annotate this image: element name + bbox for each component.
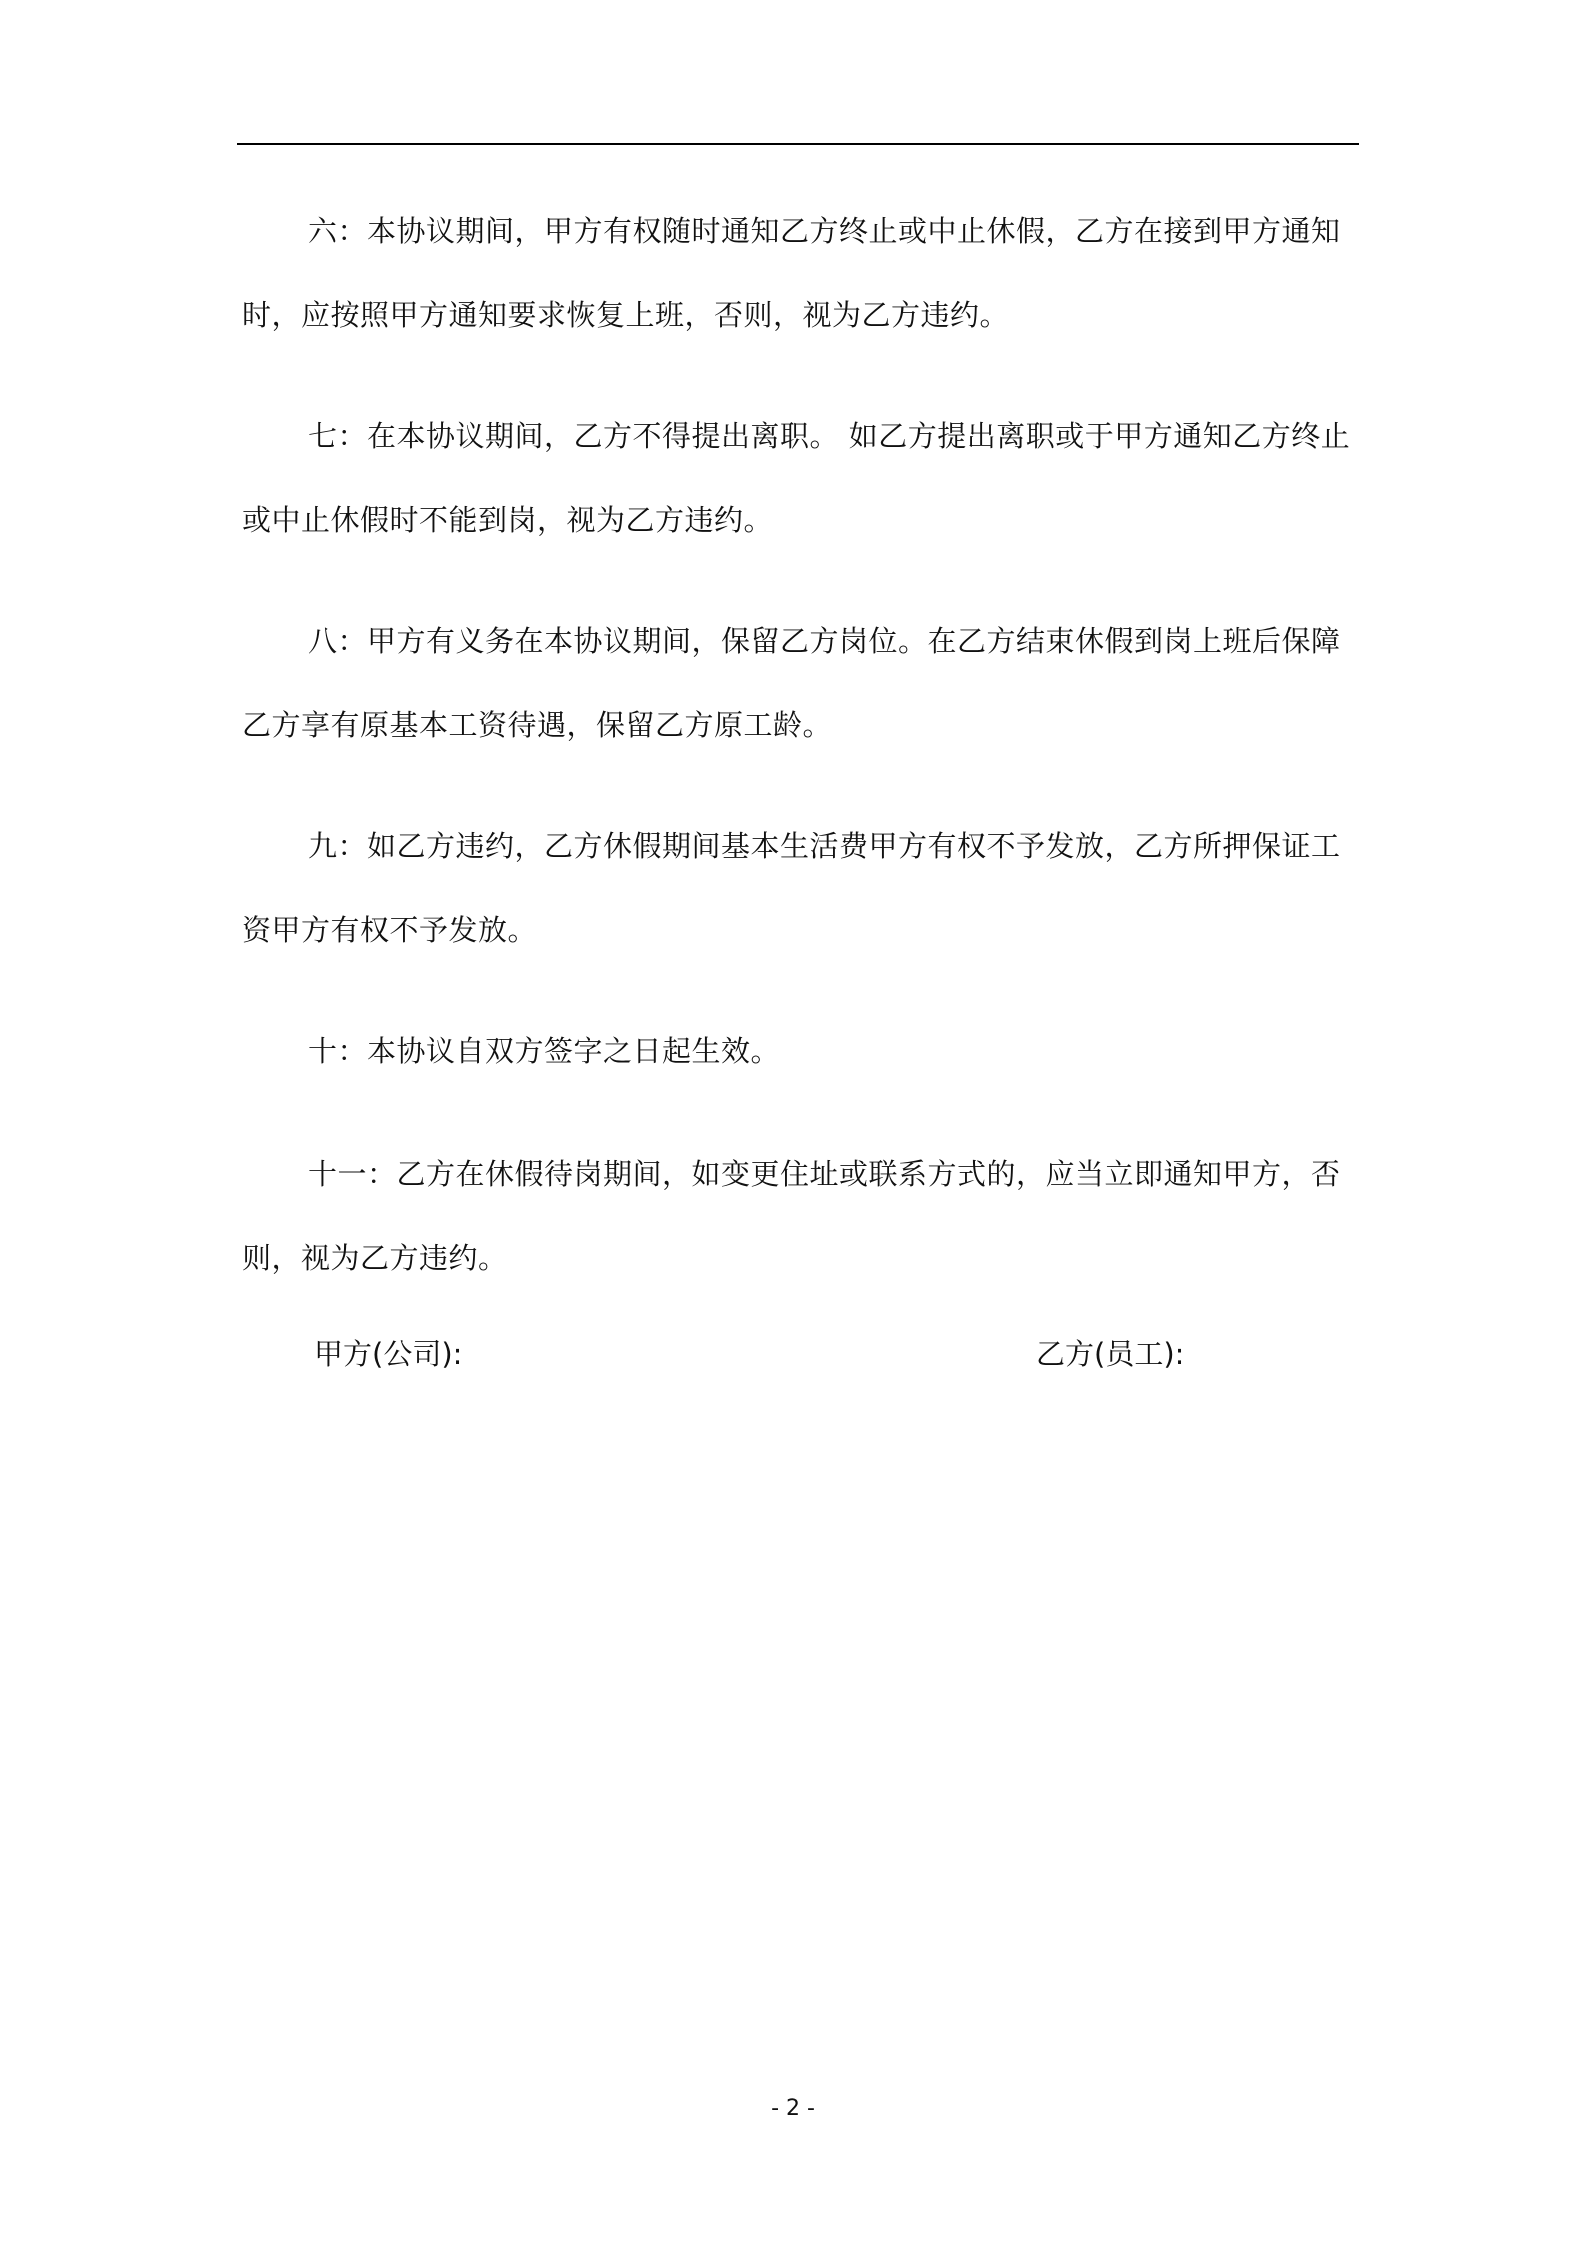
party-b-signature-label: 乙方(员工): — [1036, 1337, 1185, 1371]
clause-7: 七：在本协议期间，乙方不得提出离职。 如乙方提出离职或于甲方通知乙方终止或中止休假时不能到岗，视为乙方违约。 — [242, 419, 1351, 537]
page-number: - 2 - — [771, 2096, 815, 2121]
header-rule — [237, 143, 1359, 145]
clause-11: 十一：乙方在休假待岗期间，如变更住址或联系方式的，应当立即通知甲方，否则，视为乙方违约。 — [242, 1157, 1341, 1275]
clause-8: 八：甲方有义务在本协议期间，保留乙方岗位。在乙方结束休假到岗上班后保障乙方享有原基本工资待遇，保留乙方原工龄。 — [242, 624, 1341, 742]
clause-6: 六：本协议期间，甲方有权随时通知乙方终止或中止休假，乙方在接到甲方通知时，应按照甲方通知要求恢复上班，否则，视为乙方违约。 — [242, 214, 1341, 332]
clause-9: 九：如乙方违约，乙方休假期间基本生活费甲方有权不予发放，乙方所押保证工资甲方有权不予发放。 — [242, 829, 1341, 947]
party-a-signature-label: 甲方(公司): — [314, 1337, 463, 1371]
clause-10: 十：本协议自双方签字之日起生效。 — [308, 1034, 781, 1068]
